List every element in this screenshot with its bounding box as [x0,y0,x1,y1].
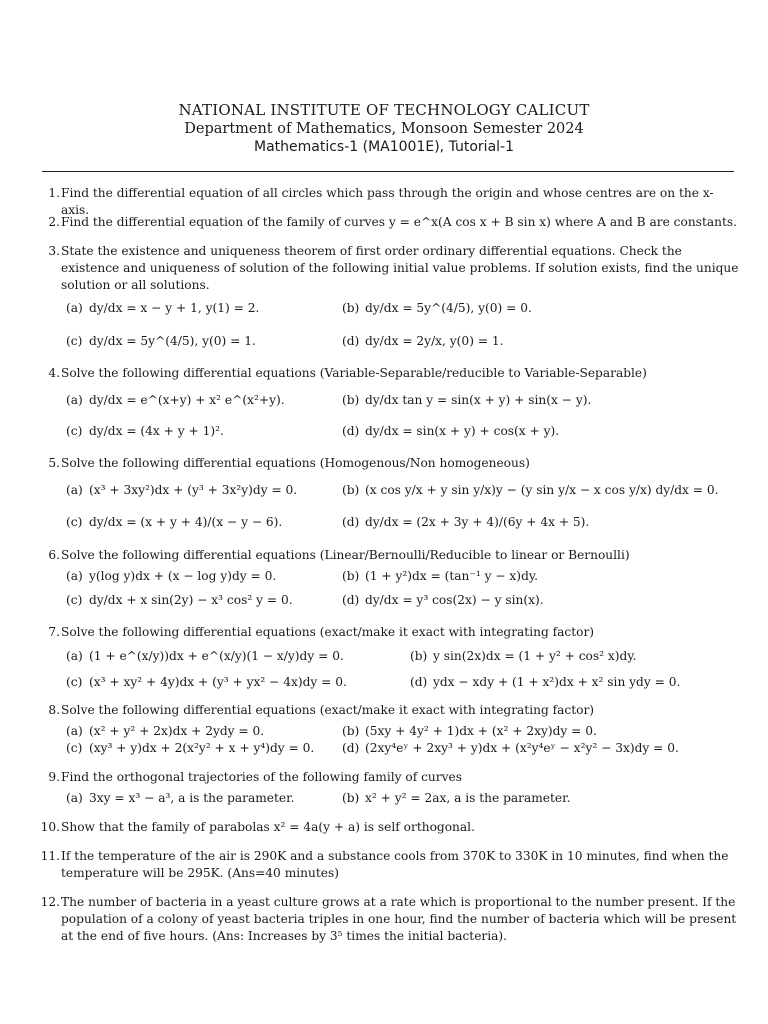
question-11 [40,848,740,882]
question-text: Find the orthogonal trajectories of the following family of curves [61,770,462,784]
q6-item-c: (c) dy/dx + x sin(2y) − x³ cos² y = 0. [66,593,293,607]
q7-item-a: (a) (1 + e^(x/y))dx + e^(x/y)(1 − x/y)dy = 0. [66,649,344,663]
question-number: 8. [48,703,60,717]
q6-item-a: (a) y(log y)dx + (x − log y)dy = 0. [66,569,277,583]
q9-item-a: (a) 3xy = x³ − a³, a is the parameter. [66,791,295,805]
question-6 [40,547,740,564]
question-number: 9. [48,770,60,784]
question-8 [40,702,740,719]
q7-item-b: (b) y sin(2x)dx = (1 + y² + cos² x)dy. [410,649,637,663]
question-text: Find the differential equation of the family of curves y = e^x(A cos x + B sin x) where A and B are constants. [61,215,737,229]
question-text: Solve the following differential equations (Linear/Bernoulli/Reducible to linear or Bernoulli) [61,548,630,562]
q5-item-b: (b) (x cos y/x + y sin y/x)y − (y sin y/x − x cos y/x) dy/dx = 0. [342,483,719,497]
question-2 [40,214,740,231]
question-text: The number of bacteria in a yeast culture grows at a rate which is proportional to the number present. If the population of a colony of yeast bacteria triples in one hour, find the number of bacteria which will be present at the end of five hours. (Ans: Increases by 3⁵ times the initial bacteria). [61,895,737,943]
question-text: State the existence and uniqueness theorem of first order ordinary differential equations. Check the existence and uniqueness of solution of the following initial value problems. If solution exists, find the unique solution or all solutions. [61,244,739,292]
question-text: Solve the following differential equations (Variable-Separable/reducible to Variable-Separable) [61,366,647,380]
question-text: If the temperature of the air is 290K and a substance cools from 370K to 330K in 10 minutes, find when the temperature will be 295K. (Ans=40 minutes) [61,849,729,880]
question-5 [40,455,740,472]
q5-item-a: (a) (x³ + 3xy²)dx + (y³ + 3x²y)dy = 0. [66,483,298,497]
institute-name: NATIONAL INSTITUTE OF TECHNOLOGY CALICUT [178,101,590,119]
course-title: Mathematics-1 (MA1001E), Tutorial-1 [253,139,514,155]
q5-item-c: (c) dy/dx = (x + y + 4)/(x − y − 6). [66,515,283,529]
q4-item-b: (b) dy/dx tan y = sin(x + y) + sin(x − y). [342,393,592,407]
q3-item-a: (a) dy/dx = x − y + 1, y(1) = 2. [66,301,260,315]
question-number: 6. [48,548,60,562]
question-text: Solve the following differential equations (exact/make it exact with integrating factor) [61,703,595,717]
question-9 [40,769,740,786]
question-text: Solve the following differential equations (exact/make it exact with integrating factor) [61,625,595,639]
question-text: Show that the family of parabolas x² = 4a(y + a) is self orthogonal. [61,820,475,834]
q5-item-d: (d) dy/dx = (2x + 3y + 4)/(6y + 4x + 5). [342,515,590,529]
question-10 [40,819,740,836]
question-12 [40,894,740,945]
question-text: Find the differential equation of all circles which pass through the origin and whose centres are on the x-axis. [61,186,714,217]
q8-item-d: (d) (2xy⁴eʸ + 2xy³ + y)dx + (x²y⁴eʸ − x²y² − 3x)dy = 0. [342,741,679,755]
header [0,100,768,156]
q4-item-d: (d) dy/dx = sin(x + y) + cos(x + y). [342,424,560,438]
q8-item-c: (c) (xy³ + y)dx + 2(x²y² + x + y⁴)dy = 0. [66,741,315,755]
q7-item-d: (d) ydx − xdy + (1 + x²)dx + x² sin ydy = 0. [410,675,681,689]
question-text: Solve the following differential equations (Homogenous/Non homogeneous) [61,456,530,470]
question-number: 10. [40,820,60,834]
q7-item-c: (c) (x³ + xy² + 4y)dx + (y³ + yx² − 4x)dy = 0. [66,675,347,689]
q4-item-a: (a) dy/dx = e^(x+y) + x² e^(x²+y). [66,393,285,407]
q9-item-b: (b) x² + y² = 2ax, a is the parameter. [342,791,571,805]
question-number: 4. [48,366,60,380]
header-rule [42,171,734,172]
q3-item-d: (d) dy/dx = 2y/x, y(0) = 1. [342,334,504,348]
question-number: 11. [40,849,60,863]
question-number: 7. [48,625,60,639]
question-number: 12. [40,895,60,909]
q6-item-d: (d) dy/dx = y³ cos(2x) − y sin(x). [342,593,544,607]
q4-item-c: (c) dy/dx = (4x + y + 1)². [66,424,224,438]
question-number: 2. [48,215,60,229]
q8-item-a: (a) (x² + y² + 2x)dx + 2ydy = 0. [66,724,265,738]
department-line: Department of Mathematics, Monsoon Semester 2024 [184,121,584,137]
question-3 [40,243,740,294]
q3-item-c: (c) dy/dx = 5y^(4/5), y(0) = 1. [66,334,256,348]
question-7 [40,624,740,641]
question-4 [40,365,740,382]
question-number: 5. [48,456,60,470]
q3-item-b: (b) dy/dx = 5y^(4/5), y(0) = 0. [342,301,532,315]
question-number: 3. [48,244,60,258]
q8-item-b: (b) (5xy + 4y² + 1)dx + (x² + 2xy)dy = 0. [342,724,597,738]
question-number: 1. [48,186,60,200]
q6-item-b: (b) (1 + y²)dx = (tan⁻¹ y − x)dy. [342,569,539,583]
